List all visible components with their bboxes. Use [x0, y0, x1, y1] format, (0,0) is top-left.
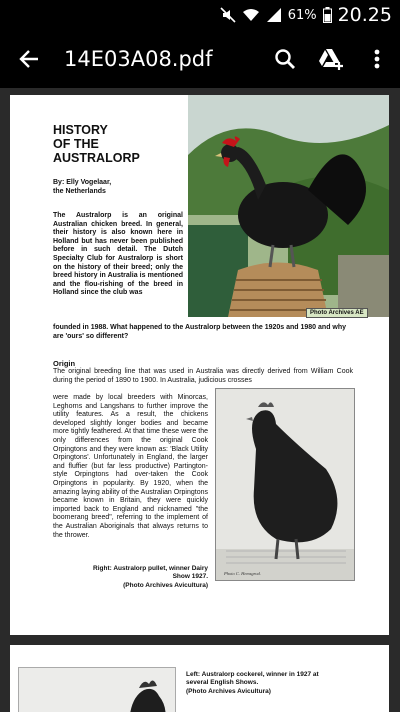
pdf-page-1[interactable]	[10, 95, 389, 635]
article-intro: The Australorp is an original Australian chicken breed. In general, their history is also known here in Holland but has never been published before in such detail. The Dutch Specialty Club for Australorp is short on the history of their breed; only the breed history in Australia is mentioned and the flou-rishing of the breed in Holland since the club was	[53, 212, 183, 297]
photo-credit-rooster: Photo Archives AE	[306, 308, 368, 318]
back-arrow-icon	[18, 48, 40, 70]
signal-icon	[266, 7, 282, 23]
cockerel-photo-caption: Left: Australorp cockerel, winner in 1927 at several English Shows. (Photo Archives Avicultura)	[186, 671, 319, 695]
back-button[interactable]	[0, 30, 58, 88]
hen-photo-credit: Photo C. Hemsgrod.	[224, 571, 261, 576]
more-vert-icon	[374, 48, 380, 70]
origin-paragraph-column: were made by local breeders with Minorcas, Leghorns and Langshans to further improve the utility features. As a result, the chickens developed slightly longer bodies and became more tightly feathered. At that time these were the only differences from the original Cook Orpingtons and they were known as: 'Black Utility Orpingtons'. Unfortunately in England, the larger and fluffier (but far less productive) Partington-style Orpingtons had over-taken the Cook Orpingtons in popularity. By 1920, when the amazing laying ability of the Australian Orpingtons became known in Britain, they were quickly imported back to England and nicknamed "the boomerang breed", referring to the implement of the Australian Aboriginals that always returns to the thrower.	[53, 394, 208, 539]
article-byline: By: Elly Vogelaar, the Netherlands	[53, 179, 112, 195]
article-intro-continued: founded in 1988. What happened to the Australorp between the 1920s and 1980 and why are 'ours' so different?	[53, 324, 347, 340]
app-bar	[0, 30, 400, 88]
hen-photo-caption: Right: Australorp pullet, winner Dairy Show 1927. (Photo Archives Avicultura)	[93, 565, 208, 589]
pdf-viewer[interactable]	[0, 88, 400, 712]
add-to-drive-button[interactable]	[308, 30, 354, 88]
battery-percent: 61%	[287, 7, 317, 23]
cockerel-photo	[18, 667, 176, 712]
search-button[interactable]	[262, 30, 308, 88]
section-heading-origin: Origin	[53, 359, 76, 368]
document-title: 14E03A08.pdf	[64, 47, 213, 71]
status-bar	[0, 0, 400, 30]
pdf-page-2[interactable]	[10, 645, 389, 712]
drive-add-icon	[318, 48, 344, 70]
search-icon	[274, 48, 296, 70]
article-title: HISTORY OF THE AUSTRALORP	[53, 123, 140, 165]
wifi-icon	[242, 7, 260, 23]
mute-icon	[220, 7, 236, 23]
hen-photo	[215, 388, 355, 581]
clock: 20.25	[337, 4, 392, 26]
rooster-photo	[188, 95, 389, 317]
more-options-button[interactable]	[354, 30, 400, 88]
battery-icon	[323, 7, 332, 23]
origin-paragraph-full: The original breeding line that was used in Australia was directly derived from William Cook during the period of 1890 to 1900. In Australia, judicious crosses	[53, 368, 353, 384]
